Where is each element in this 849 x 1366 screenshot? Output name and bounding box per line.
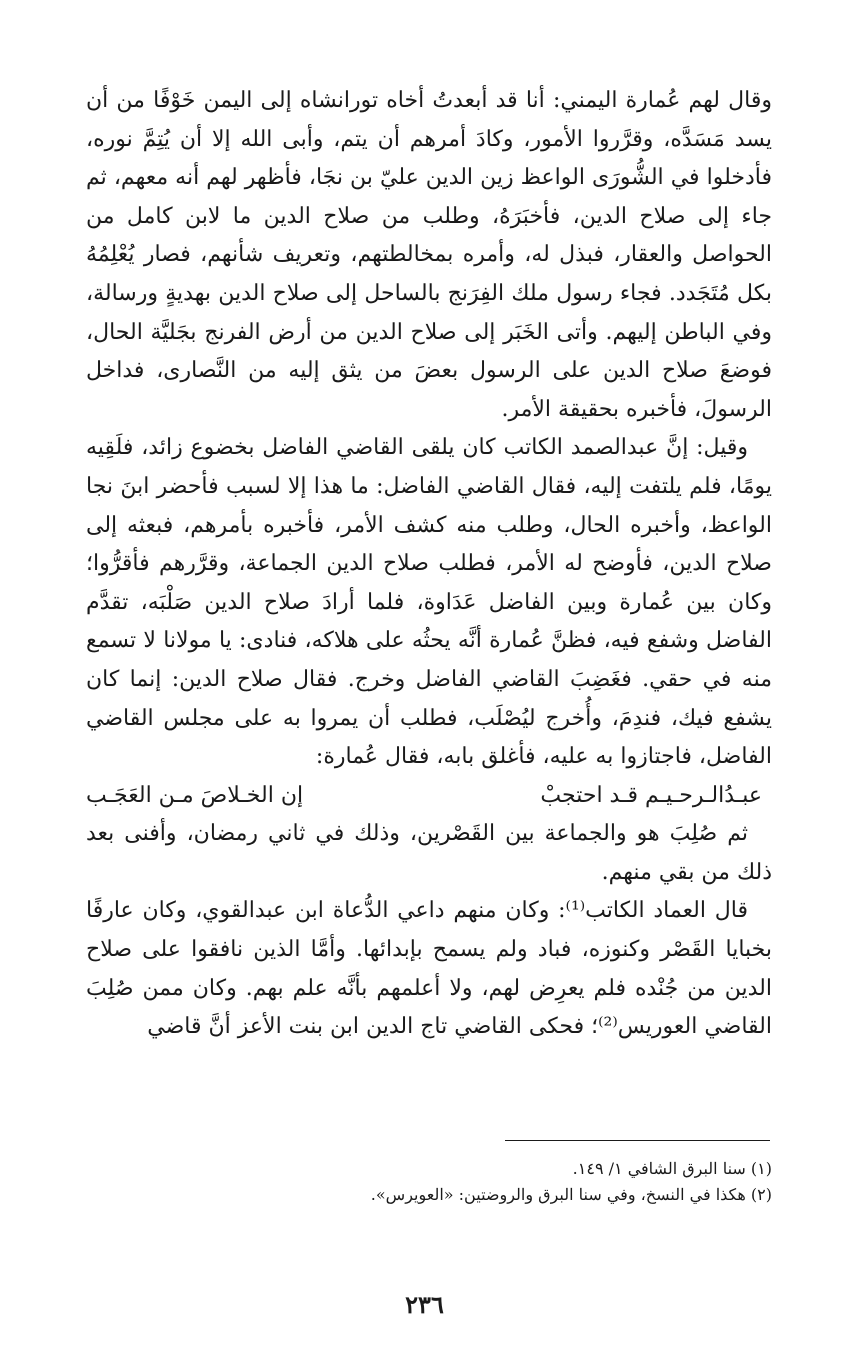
footnote: (١) سنا البرق الشافي ١/ ١٤٩. (572, 1159, 772, 1178)
footnote: (٢) هكذا في النسخ، وفي سنا البرق والروضتين: «العويرس». (370, 1185, 772, 1204)
poem-verse (86, 777, 772, 816)
paragraph: ثم صُلِبَ هو والجماعة بين القَصْرين، وذلك في ثاني رمضان، وأفنى بعد ذلك من بقي منهم. (86, 821, 772, 885)
page-number: ٢٣٦ (405, 1290, 444, 1319)
footnote-divider (505, 1140, 770, 1141)
paragraph: وقيل: إنَّ عبدالصمد الكاتب كان يلقى القاضي الفاضل بخضوع زائد، فلَقِيه يومًا، فلم يلتفت إليه، فقال القاضي الفاضل: ما هذا إلا لسبب فأحضر ابنَ نجا الواعظ، وأخبره الحال، وطلب منه كشف الأمر، فأخبره بأمرهم، فبعثه إلى صلاح الدين، فأوضح له الأمر، فطلب صلاح الدين الجماعة، وقرَّرهم فأقرُّوا؛ وكان بين عُمارة وبين الفاضل عَدَاوة، فلما أرادَ صلاح الدين صَلْبَه، تقدَّم الفاضل وشفع فيه، فظنَّ عُمارة أنَّه يحثُه على هلاكه، فنادى: يا مولانا لا تسمع منه في حقي. فغَضِبَ القاضي الفاضل وخرج. فقال صلاح الدين: إنما كان يشفع فيك، فندِمَ، وأُخرج ليُصْلَب، فطلب أن يمروا به على مجلس القاضي الفاضل، فاجتازوا به عليه، فأغلق بابه، فقال عُمارة: (86, 435, 772, 770)
verse-second-hemistich: إن الخـلاصَ مـن العَجَـب (86, 782, 304, 808)
paragraph: قال العماد الكاتب⁽¹⁾: وكان منهم داعي الدُّعاة ابن عبدالقوي، وكان عارفًا بخبايا القَصْر وكنوزه، فباد ولم يسمح بإبدائها. وأمَّا الذين نافقوا على صلاح الدين من جُنْده فلم يعرِض لهم، ولا أعلمهم بأنَّه علم بهم. وكان ممن صُلِبَ القاضي العوريس⁽²⁾؛ فحكى القاضي تاج الدين ابن بنت الأعز أنَّ قاضي (86, 898, 772, 1040)
paragraph: وقال لهم عُمارة اليمني: أنا قد أبعدتُ أخاه تورانشاه إلى اليمن خَوْفًا من أن يسد مَسَدَّه، وقرَّروا الأمور، وكادَ أمرهم أن يتم، وأبى الله إلا أن يُتِمَّ نوره، فأدخلوا في الشُّورَى الواعظ زين الدين عليّ بن نجَا، فأظهر لهم أنه معهم، ثم جاء إلى صلاح الدين، فأخبَرَهُ، وطلب من صلاح الدين ما لابن كامل من الحواصل والعقار، فبذل له، وأمره بمخالطتهم، وتعريف شأنهم، فصار يُعْلِمُهُ بكل مُتَجَدد. فجاء رسول ملك الفِرَنج بالساحل إلى صلاح الدين بهديةٍ ورسالة، وفي الباطن إليهم. وأتى الخَبَر إلى صلاح الدين من أرض الفرنج بجَليَّة الحال، فوضعَ صلاح الدين على الرسول بعضَ من يثق إليه من النَّصارى، فداخل الرسولَ، فأخبره بحقيقة الأمر. (86, 88, 772, 422)
footnotes (120, 1156, 772, 1208)
main-text (86, 82, 772, 1047)
verse-first-hemistich: عبـدُالـرحـيـم قـد احتجبْ (540, 782, 762, 808)
